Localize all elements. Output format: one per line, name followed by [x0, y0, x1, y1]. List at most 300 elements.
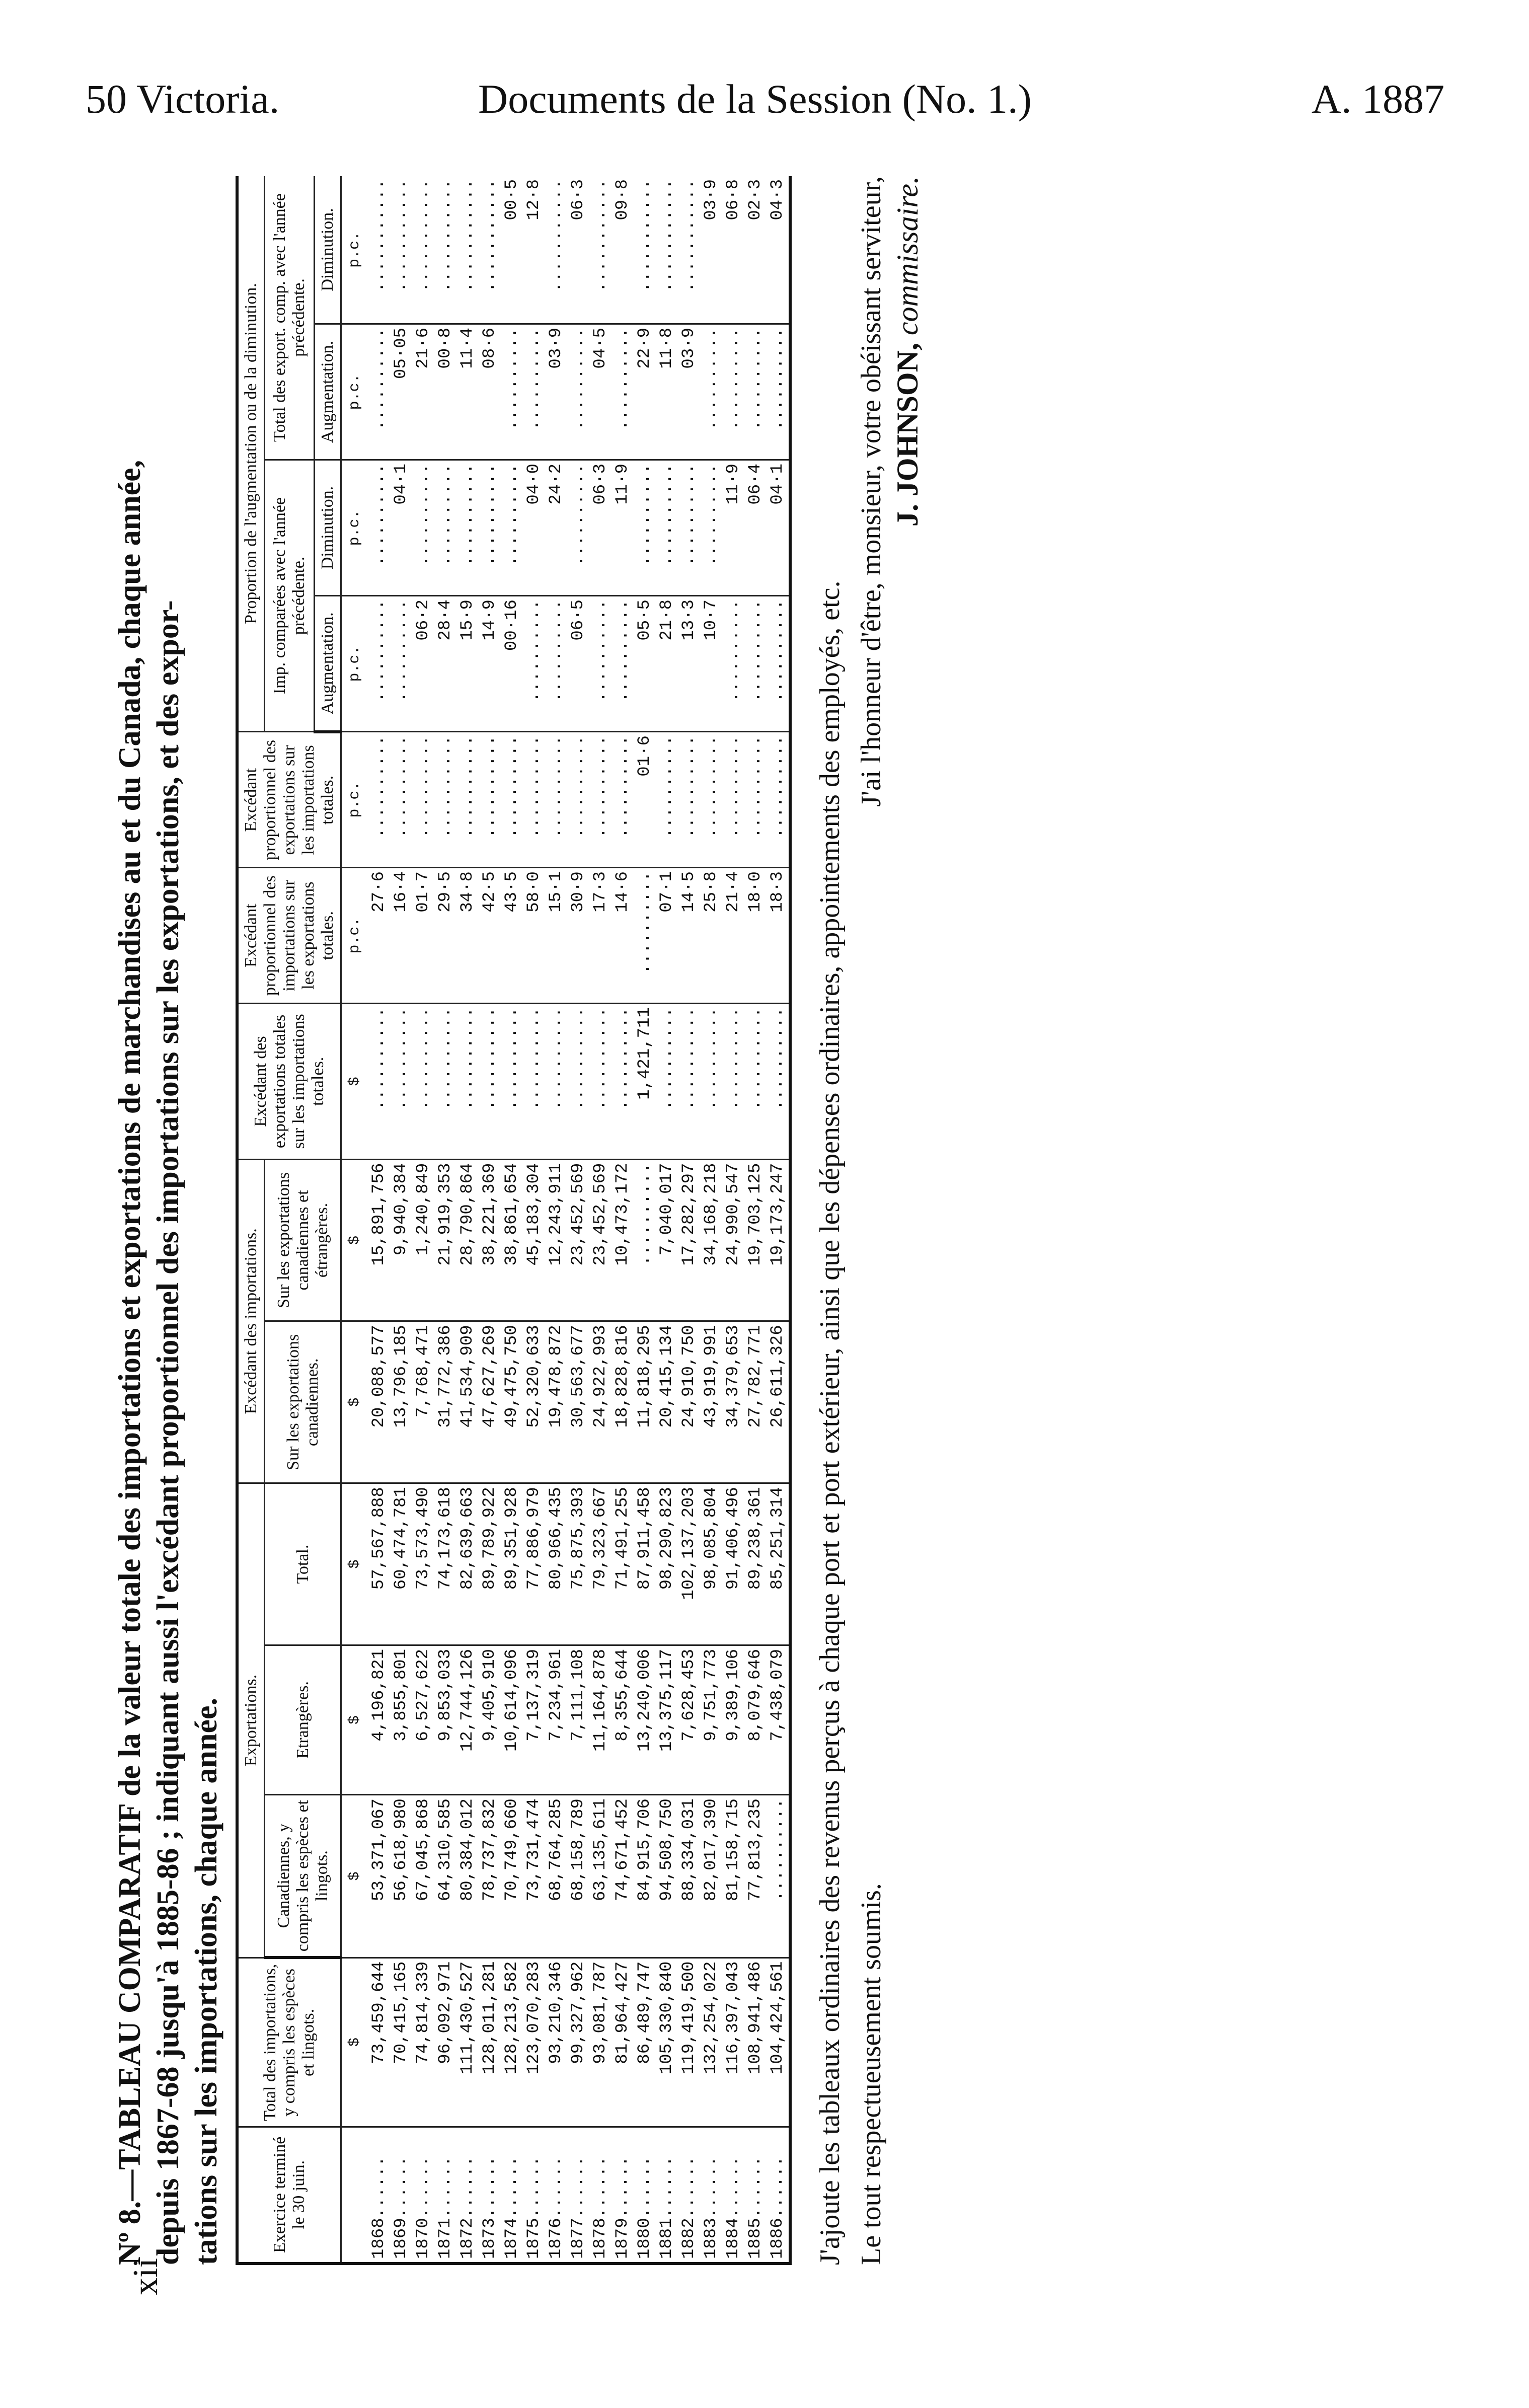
header-right: A. 1887: [1311, 76, 1444, 122]
value-cell: 03·9: [700, 176, 722, 324]
value-cell: ..........: [700, 324, 722, 460]
value-cell: 23,452,569: [589, 1159, 611, 1321]
value-cell: 19,478,872: [545, 1321, 567, 1483]
value-cell: 06·2: [412, 596, 434, 732]
value-cell: ..........: [479, 1004, 501, 1159]
value-cell: 58·0: [523, 868, 545, 1004]
value-cell: ..........: [523, 596, 545, 732]
footer-submitted: Le tout respectueusement soumis.: [856, 1883, 887, 2265]
value-cell: 06·3: [589, 460, 611, 596]
value-cell: ..........: [700, 460, 722, 596]
value-cell: 8,355,644: [611, 1645, 634, 1794]
value-cell: 11·4: [456, 324, 479, 460]
year-cell: 1885......: [744, 2127, 767, 2264]
table-row: [700, 176, 722, 2264]
value-cell: 19,703,125: [744, 1159, 767, 1321]
table-row: [434, 176, 456, 2264]
value-cell: 102,137,203: [678, 1483, 700, 1645]
value-cell: ..........: [545, 596, 567, 732]
signature-block: [889, 176, 926, 2265]
value-cell: 7,040,017: [656, 1159, 678, 1321]
value-cell: ..........: [479, 732, 501, 868]
page-header: [86, 76, 1444, 131]
value-cell: 1,421,711: [634, 1004, 656, 1159]
value-cell: 18·3: [767, 868, 790, 1004]
value-cell: 11,164,878: [589, 1645, 611, 1794]
value-cell: ..........: [589, 1004, 611, 1159]
rotated-content: [111, 176, 1429, 2265]
value-cell: 81,964,427: [611, 1958, 634, 2127]
value-cell: 03·9: [678, 324, 700, 460]
value-cell: 20,415,134: [656, 1321, 678, 1483]
col-exp-augmentation: Augmentation.: [315, 324, 341, 460]
value-cell: 11·9: [611, 460, 634, 596]
value-cell: 05·5: [634, 596, 656, 732]
value-cell: 67,045,868: [412, 1795, 434, 1958]
value-cell: ...........: [545, 176, 567, 324]
year-cell: 1871......: [434, 2127, 456, 2264]
value-cell: 02·3: [744, 176, 767, 324]
value-cell: ..........: [744, 596, 767, 732]
col-group-imp-compared: Imp. comparées avec l'année précédente.: [265, 460, 315, 732]
value-cell: 7,111,108: [567, 1645, 589, 1794]
table-row: [678, 176, 700, 2264]
value-cell: 9,405,910: [479, 1645, 501, 1794]
value-cell: 04·1: [390, 460, 412, 596]
unit-cell: $: [341, 1159, 368, 1321]
value-cell: ..........: [656, 460, 678, 596]
value-cell: 12·8: [523, 176, 545, 324]
value-cell: ..........: [722, 732, 744, 868]
value-cell: 80,966,435: [545, 1483, 567, 1645]
value-cell: 80,384,012: [456, 1795, 479, 1958]
table-row: [523, 176, 545, 2264]
value-cell: 77,886,979: [523, 1483, 545, 1645]
year-cell: 1875......: [523, 2127, 545, 2264]
table-row: [634, 176, 656, 2264]
value-cell: ..........: [744, 1004, 767, 1159]
value-cell: 89,238,361: [744, 1483, 767, 1645]
value-cell: ..........: [390, 732, 412, 868]
value-cell: ..........: [744, 732, 767, 868]
value-cell: 81,158,715: [722, 1795, 744, 1958]
value-cell: ..........: [611, 324, 634, 460]
value-cell: 52,320,633: [523, 1321, 545, 1483]
unit-cell: $: [341, 1795, 368, 1958]
value-cell: 9,389,106: [722, 1645, 744, 1794]
value-cell: ..........: [390, 1004, 412, 1159]
col-exp-diminution: Diminution.: [315, 176, 341, 324]
value-cell: 13·3: [678, 596, 700, 732]
value-cell: ...........: [656, 176, 678, 324]
value-cell: 74,671,452: [611, 1795, 634, 1958]
unit-cell: $: [341, 1958, 368, 2127]
value-cell: 123,070,283: [523, 1958, 545, 2127]
value-cell: 7,768,471: [412, 1321, 434, 1483]
value-cell: ..........: [634, 868, 656, 1004]
value-cell: ..........: [611, 596, 634, 732]
value-cell: 26,611,326: [767, 1321, 790, 1483]
value-cell: 57,567,888: [368, 1483, 390, 1645]
col-prop-excess-exports: Excédant proportionnel des exportations sur les importations totales.: [237, 732, 341, 868]
value-cell: 28,790,864: [456, 1159, 479, 1321]
value-cell: 6,527,622: [412, 1645, 434, 1794]
unit-cell: $: [341, 1321, 368, 1483]
value-cell: 85,251,314: [767, 1483, 790, 1645]
comparative-table: [236, 176, 792, 2265]
value-cell: ..........: [523, 1004, 545, 1159]
value-cell: ..........: [700, 1004, 722, 1159]
value-cell: 9,940,384: [390, 1159, 412, 1321]
col-exp-foreign: Etrangères.: [265, 1645, 341, 1794]
value-cell: 105,330,840: [656, 1958, 678, 2127]
table-row: [656, 176, 678, 2264]
table-row: [456, 176, 479, 2264]
value-cell: 128,213,582: [501, 1958, 523, 2127]
value-cell: 28·4: [434, 596, 456, 732]
table-row: [722, 176, 744, 2264]
table-row: [767, 176, 790, 2264]
value-cell: 06·4: [744, 460, 767, 596]
value-cell: ..........: [656, 1004, 678, 1159]
value-cell: 7,234,961: [545, 1645, 567, 1794]
units-row: [341, 176, 368, 2264]
unit-cell: p.c.: [341, 460, 368, 596]
title-line-3: tations sur les importations, chaque année.: [189, 1698, 223, 2265]
value-cell: ..........: [567, 460, 589, 596]
value-cell: 116,397,043: [722, 1958, 744, 2127]
value-cell: 01·6: [634, 732, 656, 868]
value-cell: 68,764,285: [545, 1795, 567, 1958]
value-cell: 132,254,022: [700, 1958, 722, 2127]
value-cell: 18·0: [744, 868, 767, 1004]
year-cell: 1877......: [567, 2127, 589, 2264]
value-cell: 38,861,654: [501, 1159, 523, 1321]
table-row: [545, 176, 567, 2264]
col-excess-exports: Excédant des exportations totales sur les importations totales.: [237, 1004, 341, 1159]
year-cell: 1874......: [501, 2127, 523, 2264]
unit-cell: p.c.: [341, 324, 368, 460]
value-cell: ..........: [412, 1004, 434, 1159]
unit-cell: p.c.: [341, 732, 368, 868]
value-cell: 27,782,771: [744, 1321, 767, 1483]
year-cell: 1886......: [767, 2127, 790, 2264]
value-cell: 24·2: [545, 460, 567, 596]
value-cell: 98,085,804: [700, 1483, 722, 1645]
value-cell: ..........: [678, 732, 700, 868]
value-cell: 94,508,750: [656, 1795, 678, 1958]
value-cell: ..........: [767, 596, 790, 732]
table-row: [567, 176, 589, 2264]
value-cell: 27·6: [368, 868, 390, 1004]
value-cell: ...........: [412, 176, 434, 324]
col-excess-on-canadian: Sur les exportations canadiennes.: [265, 1321, 341, 1483]
value-cell: 30·9: [567, 868, 589, 1004]
value-cell: 09·8: [611, 176, 634, 324]
value-cell: 08·6: [479, 324, 501, 460]
value-cell: 79,323,667: [589, 1483, 611, 1645]
value-cell: 7,628,453: [678, 1645, 700, 1794]
value-cell: 68,158,789: [567, 1795, 589, 1958]
value-cell: ..........: [767, 324, 790, 460]
value-cell: ..........: [523, 732, 545, 868]
value-cell: 17·3: [589, 868, 611, 1004]
value-cell: ..........: [767, 1795, 790, 1958]
value-cell: 31,772,386: [434, 1321, 456, 1483]
col-group-proportion: Proportion de l'augmentation ou de la diminution.: [237, 176, 265, 732]
unit-cell: [341, 2127, 368, 2264]
value-cell: 43·5: [501, 868, 523, 1004]
value-cell: 25·8: [700, 868, 722, 1004]
value-cell: ..........: [368, 460, 390, 596]
year-cell: 1881......: [656, 2127, 678, 2264]
value-cell: ..........: [368, 596, 390, 732]
value-cell: ..........: [479, 460, 501, 596]
value-cell: ..........: [678, 460, 700, 596]
value-cell: 04·3: [767, 176, 790, 324]
value-cell: 24,922,993: [589, 1321, 611, 1483]
value-cell: 04·0: [523, 460, 545, 596]
col-imp-augmentation: Augmentation.: [315, 596, 341, 732]
value-cell: ..........: [456, 732, 479, 868]
signature-name: J. JOHNSON,: [891, 343, 924, 527]
unit-cell: $: [341, 1645, 368, 1794]
year-cell: 1870......: [412, 2127, 434, 2264]
value-cell: 7,438,079: [767, 1645, 790, 1794]
value-cell: ...........: [634, 176, 656, 324]
value-cell: ..........: [368, 324, 390, 460]
value-cell: 64,310,585: [434, 1795, 456, 1958]
title-line-2: depuis 1867-68 jusqu'à 1885-86 ; indiquant aussi l'excédant proportionnel des importations sur les exportations, et des expor-: [151, 600, 185, 2265]
value-cell: 20,088,577: [368, 1321, 390, 1483]
value-cell: 119,419,500: [678, 1958, 700, 2127]
value-cell: ..........: [700, 732, 722, 868]
value-cell: 70,749,660: [501, 1795, 523, 1958]
value-cell: ...........: [479, 176, 501, 324]
col-year: Exercice terminé le 30 juin.: [237, 2127, 341, 2264]
value-cell: 4,196,821: [368, 1645, 390, 1794]
value-cell: ..........: [368, 1004, 390, 1159]
year-cell: 1878......: [589, 2127, 611, 2264]
value-cell: 89,351,928: [501, 1483, 523, 1645]
value-cell: ..........: [567, 732, 589, 868]
value-cell: 24,910,750: [678, 1321, 700, 1483]
value-cell: 06·8: [722, 176, 744, 324]
value-cell: 47,627,269: [479, 1321, 501, 1483]
value-cell: 05·05: [390, 324, 412, 460]
value-cell: 12,744,126: [456, 1645, 479, 1794]
value-cell: 75,875,393: [567, 1483, 589, 1645]
year-cell: 1879......: [611, 2127, 634, 2264]
value-cell: ...........: [368, 176, 390, 324]
page-number: xii: [126, 2258, 165, 2295]
value-cell: 71,491,255: [611, 1483, 634, 1645]
value-cell: 16·4: [390, 868, 412, 1004]
value-cell: 93,210,346: [545, 1958, 567, 2127]
value-cell: ..........: [412, 732, 434, 868]
value-cell: ..........: [434, 1004, 456, 1159]
value-cell: ..........: [722, 324, 744, 460]
value-cell: ..........: [744, 324, 767, 460]
value-cell: 30,563,677: [567, 1321, 589, 1483]
unit-cell: p.c.: [341, 176, 368, 324]
table-row: [479, 176, 501, 2264]
unit-cell: p.c.: [341, 868, 368, 1004]
value-cell: 9,751,773: [700, 1645, 722, 1794]
value-cell: 41,534,909: [456, 1321, 479, 1483]
value-cell: 88,334,031: [678, 1795, 700, 1958]
footer-paragraph: J'ajoute les tableaux ordinaires des revenus perçus à chaque port et port extérieur, ainsi que les dépenses ordinaires, appointements des employés, etc.: [814, 580, 846, 2265]
unit-cell: p.c.: [341, 596, 368, 732]
value-cell: ..........: [434, 460, 456, 596]
value-cell: ..........: [567, 1004, 589, 1159]
value-cell: ...........: [678, 176, 700, 324]
value-cell: 03·9: [545, 324, 567, 460]
value-cell: 10,614,096: [501, 1645, 523, 1794]
value-cell: 15·1: [545, 868, 567, 1004]
value-cell: 87,911,458: [634, 1483, 656, 1645]
value-cell: 45,183,304: [523, 1159, 545, 1321]
value-cell: 10·7: [700, 596, 722, 732]
unit-cell: $: [341, 1004, 368, 1159]
value-cell: 111,430,527: [456, 1958, 479, 2127]
value-cell: 11·9: [722, 460, 744, 596]
value-cell: 04·1: [767, 460, 790, 596]
value-cell: 00·16: [501, 596, 523, 732]
value-cell: 11,818,295: [634, 1321, 656, 1483]
value-cell: 14·5: [678, 868, 700, 1004]
value-cell: 19,173,247: [767, 1159, 790, 1321]
value-cell: 43,919,991: [700, 1321, 722, 1483]
table-row: [744, 176, 767, 2264]
value-cell: 34,168,218: [700, 1159, 722, 1321]
value-cell: ..........: [589, 732, 611, 868]
value-cell: ..........: [611, 1004, 634, 1159]
value-cell: 60,474,781: [390, 1483, 412, 1645]
value-cell: 34·8: [456, 868, 479, 1004]
value-cell: 42·5: [479, 868, 501, 1004]
value-cell: 73,573,490: [412, 1483, 434, 1645]
value-cell: ..........: [722, 596, 744, 732]
value-cell: 8,079,646: [744, 1645, 767, 1794]
footer-honour: J'ai l'honneur d'être, monsieur, votre obéissant serviteur,: [856, 176, 887, 807]
value-cell: 82,017,390: [700, 1795, 722, 1958]
closing-row: [853, 176, 889, 2265]
footer: [812, 176, 926, 2265]
value-cell: 18,828,816: [611, 1321, 634, 1483]
value-cell: ..........: [390, 596, 412, 732]
signature-role: commissaire.: [891, 176, 924, 336]
table-row: [368, 176, 390, 2264]
value-cell: 21·6: [412, 324, 434, 460]
col-group-exp-compared: Total des export. comp. avec l'année précédente.: [265, 176, 315, 460]
value-cell: ..........: [722, 1004, 744, 1159]
year-cell: 1880......: [634, 2127, 656, 2264]
value-cell: ...........: [456, 176, 479, 324]
value-cell: 06·3: [567, 176, 589, 324]
value-cell: 24,990,547: [722, 1159, 744, 1321]
value-cell: 04·5: [589, 324, 611, 460]
value-cell: 73,459,644: [368, 1958, 390, 2127]
col-prop-excess-imports: Excédant proportionnel des importations sur les exportations totales.: [237, 868, 341, 1004]
col-total-imports: Total des importations, y compris les espèces et lingots.: [237, 1958, 341, 2127]
value-cell: 29·5: [434, 868, 456, 1004]
title-number: Nº 8.—: [113, 2169, 147, 2265]
value-cell: ..........: [634, 460, 656, 596]
value-cell: 73,731,474: [523, 1795, 545, 1958]
value-cell: ...........: [589, 176, 611, 324]
value-cell: 82,639,663: [456, 1483, 479, 1645]
value-cell: 70,415,165: [390, 1958, 412, 2127]
value-cell: ..........: [368, 732, 390, 868]
value-cell: 22·9: [634, 324, 656, 460]
value-cell: 7,137,319: [523, 1645, 545, 1794]
value-cell: 01·7: [412, 868, 434, 1004]
value-cell: 13,240,006: [634, 1645, 656, 1794]
value-cell: ..........: [501, 732, 523, 868]
year-cell: 1869......: [390, 2127, 412, 2264]
value-cell: 07·1: [656, 868, 678, 1004]
value-cell: ..........: [656, 732, 678, 868]
value-cell: ...........: [390, 176, 412, 324]
value-cell: 86,489,747: [634, 1958, 656, 2127]
table-row: [611, 176, 634, 2264]
value-cell: 15,891,756: [368, 1159, 390, 1321]
table-title: [111, 176, 225, 2265]
header-left: 50 Victoria.: [86, 76, 280, 122]
value-cell: 00·8: [434, 324, 456, 460]
value-cell: ..........: [456, 1004, 479, 1159]
col-group-excess-imports: Excédant des importations.: [237, 1159, 265, 1483]
header-center: Documents de la Session (No. 1.): [478, 76, 1032, 122]
value-cell: ..........: [501, 324, 523, 460]
value-cell: 89,789,922: [479, 1483, 501, 1645]
value-cell: 96,092,971: [434, 1958, 456, 2127]
value-cell: 84,915,706: [634, 1795, 656, 1958]
value-cell: 12,243,911: [545, 1159, 567, 1321]
value-cell: 17,282,297: [678, 1159, 700, 1321]
value-cell: 3,855,801: [390, 1645, 412, 1794]
value-cell: 11·8: [656, 324, 678, 460]
value-cell: ..........: [412, 460, 434, 596]
col-excess-on-all: Sur les exportations canadiennes et étrangères.: [265, 1159, 341, 1321]
col-exp-canadian: Canadiennes, y compris les espèces et lingots.: [265, 1795, 341, 1958]
value-cell: ..........: [501, 460, 523, 596]
value-cell: ...........: [434, 176, 456, 324]
value-cell: 56,618,980: [390, 1795, 412, 1958]
value-cell: ..........: [589, 596, 611, 732]
value-cell: ..........: [567, 324, 589, 460]
year-cell: 1876......: [545, 2127, 567, 2264]
value-cell: 9,853,033: [434, 1645, 456, 1794]
value-cell: ..........: [456, 460, 479, 596]
value-cell: 108,941,486: [744, 1958, 767, 2127]
value-cell: 91,406,496: [722, 1483, 744, 1645]
value-cell: 14·6: [611, 868, 634, 1004]
value-cell: 128,011,281: [479, 1958, 501, 2127]
year-cell: 1872......: [456, 2127, 479, 2264]
value-cell: 74,173,618: [434, 1483, 456, 1645]
value-cell: 10,473,172: [611, 1159, 634, 1321]
value-cell: 98,290,823: [656, 1483, 678, 1645]
value-cell: ..........: [634, 1159, 656, 1321]
value-cell: 49,475,750: [501, 1321, 523, 1483]
value-cell: 00·5: [501, 176, 523, 324]
table-row: [390, 176, 412, 2264]
value-cell: ..........: [545, 732, 567, 868]
value-cell: 104,424,561: [767, 1958, 790, 2127]
value-cell: 1,240,849: [412, 1159, 434, 1321]
